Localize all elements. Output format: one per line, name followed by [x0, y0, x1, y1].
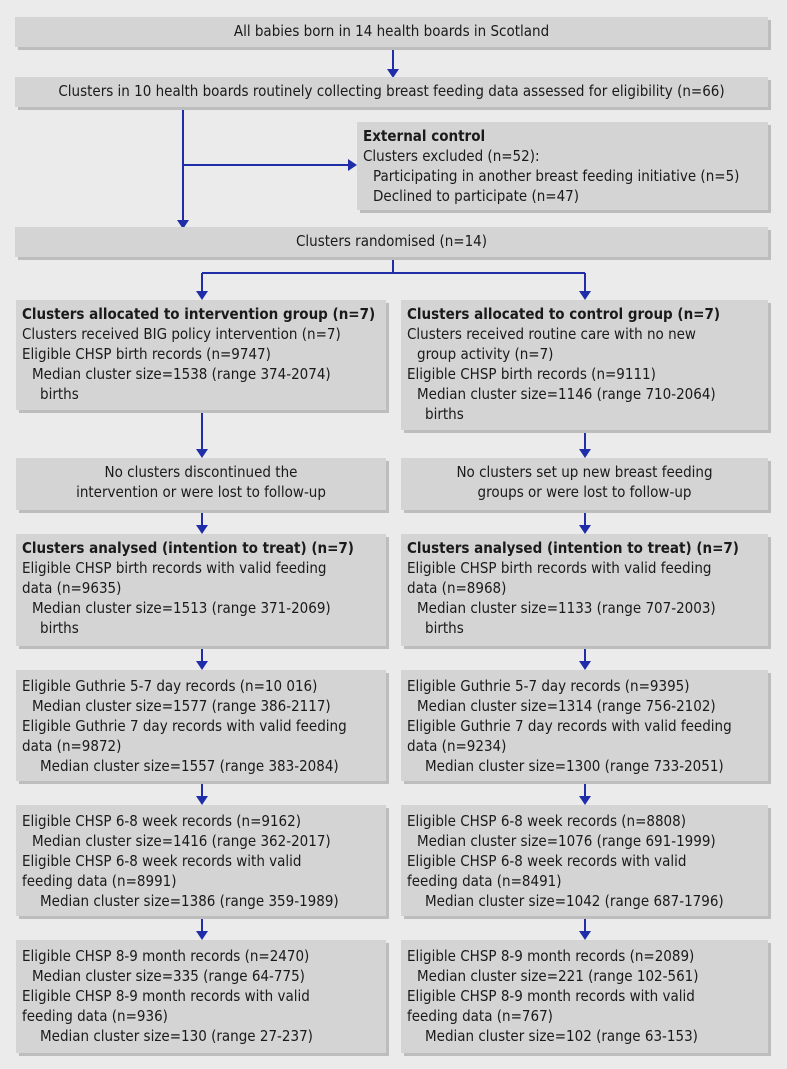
box-line: data (n=9234) [407, 737, 507, 755]
arrowhead [579, 661, 591, 670]
box-line: Eligible CHSP birth records (n=9111) [407, 365, 656, 383]
box-line: groups or were lost to follow-up [477, 483, 692, 501]
excluded-title: External control [363, 127, 486, 145]
box-line: Median cluster size=335 (range 64-775) [32, 967, 305, 985]
box-line: feeding data (n=936) [22, 1007, 168, 1025]
arrowhead [196, 449, 208, 458]
box-line: Median cluster size=130 (range 27-237) [40, 1027, 313, 1045]
box-line: births [40, 619, 79, 637]
box-line: Median cluster size=1386 (range 359-1989) [40, 892, 339, 910]
box-line: Eligible Guthrie 5-7 day records (n=10 016) [22, 677, 318, 695]
excluded-line: Clusters excluded (n=52): [363, 147, 540, 165]
box-line: births [40, 385, 79, 403]
control-allocated-title: Clusters allocated to control group (n=7) [407, 305, 721, 323]
box-line: Median cluster size=221 (range 102-561) [417, 967, 699, 985]
arrowhead [196, 661, 208, 670]
box-line: Eligible CHSP 6-8 week records (n=8808) [407, 812, 686, 830]
box-line: feeding data (n=8491) [407, 872, 562, 890]
arrowhead [196, 931, 208, 940]
box-line: Median cluster size=1513 (range 371-2069) [32, 599, 331, 617]
box-line: data (n=9872) [22, 737, 122, 755]
all-babies-text: All babies born in 14 health boards in Scotland [233, 22, 550, 40]
box-line: No clusters discontinued the [104, 463, 298, 481]
box-line: Eligible Guthrie 5-7 day records (n=9395) [407, 677, 690, 695]
assessed-box [15, 77, 768, 107]
box-line: Eligible Guthrie 7 day records with valid feeding [22, 717, 347, 735]
box-line: data (n=8968) [407, 579, 507, 597]
box-line: Eligible CHSP birth records with valid feeding [407, 559, 712, 577]
intervention-analysed-title: Clusters analysed (intention to treat) (n=7) [22, 539, 354, 557]
randomised-box [15, 227, 768, 257]
excluded-line: Declined to participate (n=47) [373, 187, 580, 205]
box-line: feeding data (n=8991) [22, 872, 177, 890]
box-line: births [425, 405, 464, 423]
control-6-8-week-box [401, 805, 768, 916]
box-line: Median cluster size=1042 (range 687-1796) [425, 892, 724, 910]
arrowhead [579, 931, 591, 940]
box-line: group activity (n=7) [417, 345, 554, 363]
arrowhead [348, 159, 357, 171]
box-line: Eligible CHSP 6-8 week records with valid [22, 852, 302, 870]
arrowhead [579, 449, 591, 458]
intervention-8-9-month-box [16, 940, 386, 1053]
intervention-guthrie-box [16, 670, 386, 781]
intervention-followup-box [16, 458, 386, 510]
box-line: data (n=9635) [22, 579, 122, 597]
box-line: Eligible CHSP 6-8 week records (n=9162) [22, 812, 301, 830]
box-line: No clusters set up new breast feeding [456, 463, 713, 481]
box-line: Eligible CHSP 8-9 month records with valid [22, 987, 310, 1005]
intervention-6-8-week-box [16, 805, 386, 916]
box-line: Median cluster size=1314 (range 756-2102) [417, 697, 716, 715]
arrowhead [196, 291, 208, 300]
box-line: Median cluster size=1146 (range 710-2064) [417, 385, 716, 403]
assessed-text: Clusters in 10 health boards routinely collecting breast feeding data assessed for eligibility (n=66) [58, 82, 725, 100]
control-allocated-box [401, 300, 768, 430]
control-followup-box [401, 458, 768, 510]
control-analysed-box [401, 534, 768, 646]
box-line: Median cluster size=1577 (range 386-2117) [32, 697, 331, 715]
control-8-9-month-box [401, 940, 768, 1053]
intervention-analysed-box [16, 534, 386, 646]
all-babies-box [15, 17, 768, 47]
box-line: Eligible CHSP 6-8 week records with valid [407, 852, 687, 870]
box-line: Median cluster size=1557 (range 383-2084) [40, 757, 339, 775]
box-line: births [425, 619, 464, 637]
box-line: Eligible Guthrie 7 day records with valid feeding [407, 717, 732, 735]
box-line: feeding data (n=767) [407, 1007, 553, 1025]
intervention-allocated-box [16, 300, 386, 410]
arrowhead [579, 291, 591, 300]
intervention-allocated-title: Clusters allocated to intervention group (n=7) [22, 305, 376, 323]
arrowhead [579, 525, 591, 534]
box-line: Clusters received routine care with no new [407, 325, 696, 343]
box-line: Eligible CHSP 8-9 month records with valid [407, 987, 695, 1005]
box-line: Eligible CHSP birth records (n=9747) [22, 345, 271, 363]
box-line: Median cluster size=1076 (range 691-1999) [417, 832, 716, 850]
box-line: Eligible CHSP birth records with valid feeding [22, 559, 327, 577]
box-line: intervention or were lost to follow-up [76, 483, 326, 501]
excluded-line: Participating in another breast feeding initiative (n=5) [373, 167, 740, 185]
box-line: Eligible CHSP 8-9 month records (n=2089) [407, 947, 695, 965]
arrowhead [579, 796, 591, 805]
randomised-text: Clusters randomised (n=14) [295, 232, 488, 250]
arrowhead [196, 796, 208, 805]
arrowhead [196, 525, 208, 534]
box-line: Eligible CHSP 8-9 month records (n=2470) [22, 947, 310, 965]
box-line: Median cluster size=1133 (range 707-2003) [417, 599, 716, 617]
box-line: Median cluster size=1538 (range 374-2074) [32, 365, 331, 383]
control-guthrie-box [401, 670, 768, 781]
box-line: Median cluster size=1416 (range 362-2017) [32, 832, 331, 850]
control-analysed-title: Clusters analysed (intention to treat) (n=7) [407, 539, 739, 557]
excluded-box [357, 122, 768, 210]
box-line: Median cluster size=102 (range 63-153) [425, 1027, 698, 1045]
box-line: Clusters received BIG policy intervention (n=7) [22, 325, 341, 343]
box-line: Median cluster size=1300 (range 733-2051) [425, 757, 724, 775]
